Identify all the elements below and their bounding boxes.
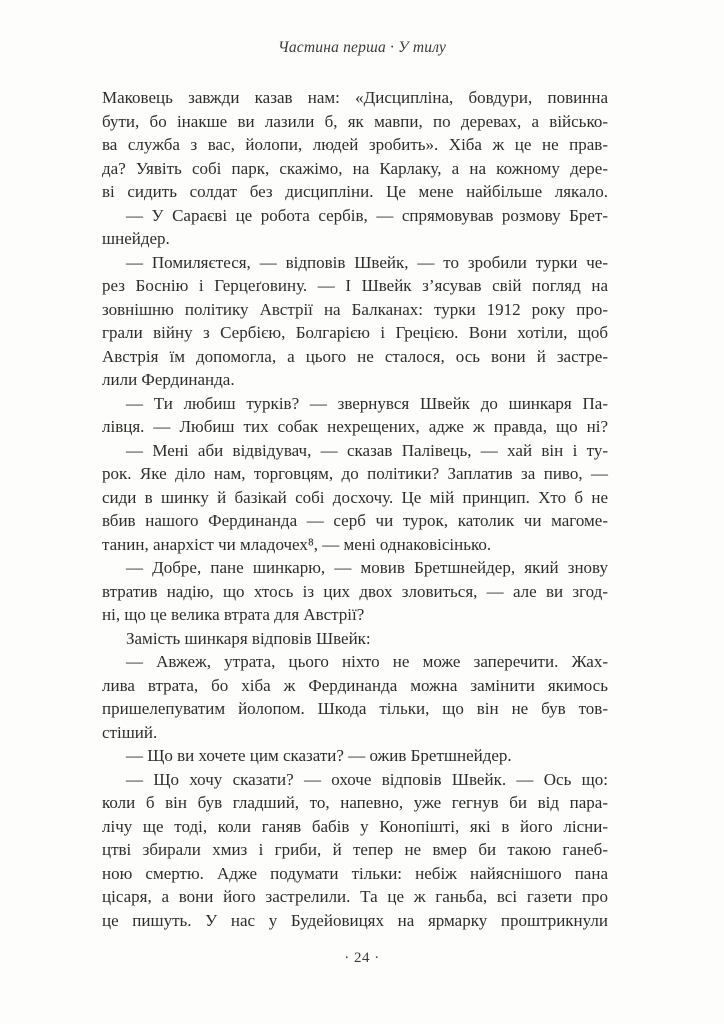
text-line: сиди в шинку й базікай собі досхочу. Це мій принцип. Хто б не (102, 487, 608, 507)
text-line: пришелепуватим йолопом. Шкода тільки, що він не був тов- (102, 699, 608, 718)
text-line: грали війну з Сербією, Болгарією і Грецією. Вони хотіли, щоб (102, 323, 608, 342)
text-line: лили Фердинанда. (102, 370, 235, 389)
text-line: — Що ви хочете цим сказати? — ожив Бретшнейдер. (126, 746, 512, 765)
text-line: да? Уявіть собі парк, скажімо, на Карлаку, а на кожному дере- (102, 158, 608, 178)
page-number: · 24 · (344, 950, 380, 966)
page-body (102, 86, 608, 932)
text-line: Маковець завжди казав нам: «Дисципліна, бовдури, повинна (102, 88, 608, 107)
text-line: рез Боснію і Герцеґовину. — І Швейк з’ясував свій погляд на (102, 276, 608, 295)
text-line: зовнішню політику Австрії на Балканах: турки 1912 року про- (102, 299, 608, 319)
text-line: стіший. (102, 722, 158, 742)
text-line: бути, бо інакше ви лазили б, як мавпи, по деревах, а військо- (102, 111, 608, 131)
text-line: — У Сараєві це робота сербів, — спрямовував розмову Брет- (126, 205, 608, 225)
text-line: Австрія їм допомогла, а цього не сталося, ось вони й застре- (102, 346, 608, 366)
text-line: це пишуть. У нас у Будейовицях на ярмарку проштрикнули (102, 910, 608, 930)
text-line: ні, що це велика втрата для Австрії? (102, 605, 365, 624)
text-line: шнейдер. (102, 229, 170, 248)
text-line: ві сидить солдат без дисципліни. Це мене найбільше лякало. (102, 182, 608, 201)
text-line: коли б він був гладший, то, напевно, уже гегнув би від пара- (102, 793, 608, 812)
text-line: Замість шинкаря відповів Швейк: (126, 628, 371, 648)
text-line: цісаря, а вони його застрелили. Та це ж ганьба, всі газети про (102, 887, 608, 906)
text-line: ною смертю. Адже подумати тільки: небіж найяснішого пана (102, 863, 608, 883)
text-line: — Авжеж, утрата, цього ніхто не може заперечити. Жах- (126, 652, 608, 671)
text-line: — Мені аби відвідувач, — сказав Палівець, — хай він і ту- (126, 440, 608, 460)
text-line: — Що хочу сказати? — охоче відповів Швейк. — Ось що: (126, 769, 608, 789)
text-line: втратив надію, що хтось із цих двох зловиться, — але ви згод- (102, 581, 608, 601)
text-line: рок. Яке діло нам, торговцям, до політики? Заплатив за пиво, — (102, 464, 608, 483)
text-line: — Ти любиш турків? — звернувся Швейк до шинкаря Па- (126, 393, 608, 413)
text-line: ва служба з вас, йолопи, людей зробить». Хіба ж це не прав- (102, 135, 608, 154)
text-line: лива втрата, бо хіба ж Фердинанда можна замінити якимось (102, 675, 608, 695)
text-line: цтві збирали хмиз і гриби, й тепер не вмер би такою ганеб- (102, 840, 608, 859)
text-line: танин, анархіст чи младочех⁸, — мені однаковісінько. (102, 534, 492, 554)
text-line: вбив нашого Фердинанда — серб чи турок, католик чи магоме- (102, 511, 608, 530)
running-head: Частина перша · У тилу (277, 39, 447, 56)
text-line: — Добре, пане шинкарю, — мовив Бретшнейдер, який знову (126, 558, 608, 577)
text-line: лічу ще тоді, коли ганяв бабів у Конопішті, які в його лісни- (102, 816, 608, 836)
text-line: лівця. — Любиш тих собак нехрещених, адже ж правда, що ні? (102, 417, 608, 436)
text-line: — Помиляєтеся, — відповів Швейк, — то зробили турки че- (126, 252, 608, 272)
